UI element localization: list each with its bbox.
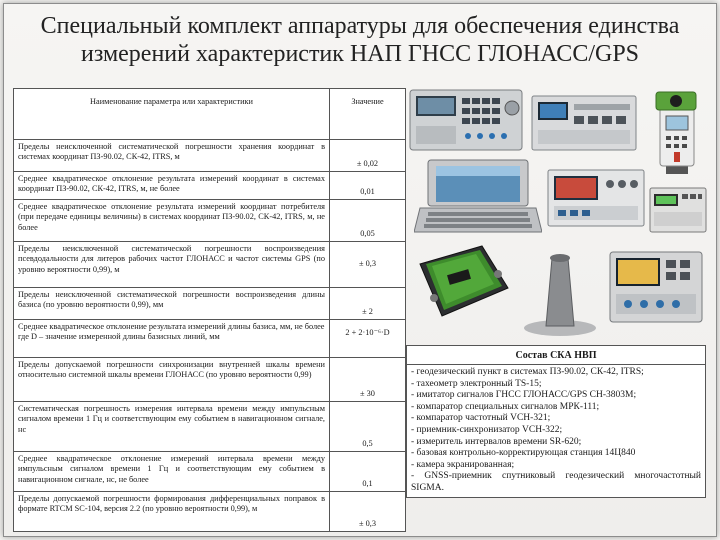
param-name: Систематическая погрешность измерения интервала времени между импульсным сигналом времени 1 Гц и соответствующим ему событием в навигационном сигнале, нс <box>14 402 330 452</box>
list-item: - компаратор специальных сигналов МРК-111; <box>411 401 600 412</box>
list-item: - приемник-синхронизатор VCH-322; <box>411 424 563 435</box>
gnss-receiver-image <box>412 236 512 332</box>
param-value: ± 0,3 <box>330 492 406 532</box>
param-name: Пределы допускаемой погрешности синхронизации внутренней шкалы времени относительно системной шкалы времени ГЛОНАСС (по уровню вероятности 0,99) <box>14 358 330 402</box>
frequency-comparator-image <box>530 90 638 156</box>
table-row <box>14 242 406 288</box>
list-item: - тахеометр электронный TS-15; <box>411 378 542 389</box>
antenna-image <box>518 238 602 338</box>
industrial-computer-image <box>414 158 542 236</box>
param-name: Пределы неисключенной систематической погрешности воспроизведения псевдодальности для литеров рабочих частот ГЛОНАСС и частот системы GPS (по уровню вероятности 0,99), м <box>14 242 330 288</box>
signal-simulator-image <box>408 86 526 156</box>
list-item: - имитатор сигналов ГНСС ГЛОНАСС/GPS СН-3803М; <box>411 390 637 401</box>
param-name: Пределы допускаемой погрешности формирования дифференциальных поправок в формате RTCM SC-104, версия 2.2 (по уровню вероятности 0,99), м <box>14 492 330 532</box>
param-value: ± 2 <box>330 288 406 320</box>
list-item: - измеритель интервалов времени SR-620; <box>411 436 582 447</box>
time-interval-meter-image <box>546 166 646 232</box>
param-value: 2 + 2·10⁻⁶·D <box>330 320 406 358</box>
list-item: - камера экранированная; <box>411 459 515 470</box>
table-row <box>14 402 406 452</box>
table-row <box>14 288 406 320</box>
equipment-photos <box>408 86 708 338</box>
param-value: 0,01 <box>330 172 406 200</box>
comparator-image <box>604 242 708 338</box>
param-value: ± 30 <box>330 358 406 402</box>
table-row <box>14 320 406 358</box>
header-parameter-name: Наименование параметра или характеристики <box>14 89 330 140</box>
table-row <box>14 492 406 532</box>
param-value: 0,5 <box>330 402 406 452</box>
title-line-2: измерений характеристик НАП ГНСС ГЛОНАСС/GPS <box>80 41 640 67</box>
header-value: Значение <box>330 89 406 140</box>
table-row <box>14 200 406 242</box>
title-line-1: Специальный комплект аппаратуры для обеспечения единства <box>40 13 680 39</box>
param-name: Пределы неисключенной систематической погрешности хранения координат в системах координат ПЗ-90.02, СК-42, ITRS, м <box>14 140 330 172</box>
table-header-row <box>14 89 406 140</box>
param-name: Среднее квадратическое отклонение результата измерений длины базиса, мм, не более где D – значение измеренной длины базисных линий, мм <box>14 320 330 358</box>
param-name: Пределы неисключенной систематической погрешности воспроизведения длины базиса (по уровню вероятности 0,99), мм <box>14 288 330 320</box>
param-name: Среднее квадратическое отклонение результата измерений координат потребителя (при передаче единицы величины) в системах координат ПЗ-90.02, СК-42, ITRS, м, не более <box>14 200 330 242</box>
table-row <box>14 358 406 402</box>
param-value: 0,05 <box>330 200 406 242</box>
parameters-table <box>13 88 406 532</box>
synchronizer-receiver-image <box>648 182 708 238</box>
param-value: ± 0,3 <box>330 242 406 288</box>
ska-header: Состав СКА НВП <box>407 346 706 365</box>
param-name: Среднее квадратическое отклонение результата измерений координат в системах координат ПЗ-90.02, СК-42, ITRS, м, не более <box>14 172 330 200</box>
ska-list <box>411 367 701 495</box>
list-item: - компаратор частотный VCH-321; <box>411 413 551 424</box>
list-item: - GNSS-приемник спутниковый геодезический многочастотный SIGMA. <box>411 471 701 493</box>
param-value: ± 0,02 <box>330 140 406 172</box>
param-name: Среднее квадратическое отклонение измерений интервала времени между импульсным сигналом времени 1 Гц и соответствующим ему событием в навигационном сигнале, нс, не более <box>14 452 330 492</box>
table-row <box>14 172 406 200</box>
list-item: - базовая контрольно-корректирующая станция 14Ц840 <box>411 448 636 459</box>
ska-list-cell <box>407 365 706 498</box>
ska-composition-table <box>406 345 706 498</box>
page-title <box>0 12 720 68</box>
table-row <box>14 140 406 172</box>
list-item: - геодезический пункт в системах ПЗ-90.02, СК-42, ITRS; <box>411 367 644 377</box>
param-value: 0,1 <box>330 452 406 492</box>
table-row <box>14 452 406 492</box>
total-station-image <box>644 86 708 176</box>
